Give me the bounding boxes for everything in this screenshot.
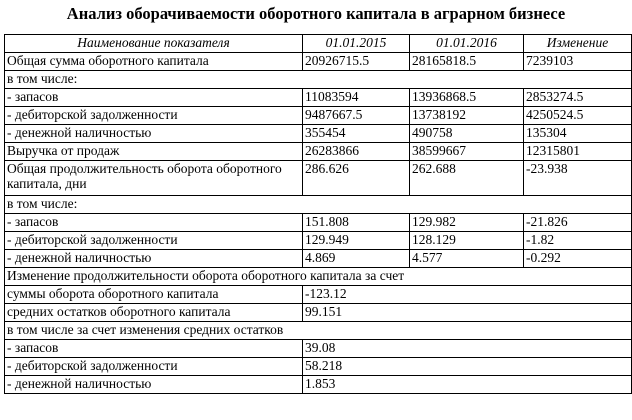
row-label: - денежной наличностью [5, 376, 303, 394]
row-value-2015: 4.869 [303, 250, 410, 268]
row-label: - запасов [5, 340, 303, 358]
row-value-2016: 4.577 [410, 250, 524, 268]
row-value-2015: 11083594 [303, 89, 410, 107]
header-indicator: Наименование показателя [5, 35, 303, 53]
row-value-2016: 13738192 [410, 107, 524, 125]
table-row [5, 340, 632, 358]
table-row [5, 196, 632, 214]
row-label: - дебиторской задолженности [5, 358, 303, 376]
row-value-2016: 490758 [410, 125, 524, 143]
table-row [5, 53, 632, 71]
table-row [5, 161, 632, 196]
table-row [5, 125, 632, 143]
row-value-2016: 13936868.5 [410, 89, 524, 107]
row-value-2015: 151.808 [303, 214, 410, 232]
row-label: в том числе: [5, 196, 632, 214]
row-value: 39.08 [303, 340, 632, 358]
table-row [5, 107, 632, 125]
table-row [5, 268, 632, 286]
row-label: - дебиторской задолженности [5, 107, 303, 125]
table-row [5, 376, 632, 394]
row-label: - запасов [5, 89, 303, 107]
header-2016: 01.01.2016 [410, 35, 524, 53]
header-row [5, 35, 632, 53]
row-value-2016: 128.129 [410, 232, 524, 250]
row-value-2015: 286.626 [303, 161, 410, 196]
row-value: 58.218 [303, 358, 632, 376]
table-row [5, 89, 632, 107]
row-value-2015: 9487667.5 [303, 107, 410, 125]
row-value-2015: 26283866 [303, 143, 410, 161]
row-value-change: -1.82 [524, 232, 632, 250]
row-label: Изменение продолжительности оборота оборотного капитала за счет [5, 268, 632, 286]
row-value-2015: 129.949 [303, 232, 410, 250]
row-label: - денежной наличностью [5, 250, 303, 268]
table-row [5, 143, 632, 161]
table-row [5, 358, 632, 376]
table-row [5, 232, 632, 250]
row-label: Общая сумма оборотного капитала [5, 53, 303, 71]
row-label: в том числе за счет изменения средних остатков [5, 322, 632, 340]
row-value-2016: 28165818.5 [410, 53, 524, 71]
row-label: - дебиторской задолженности [5, 232, 303, 250]
document-title: Анализ оборачиваемости оборотного капитала в аграрном бизнесе [66, 4, 566, 23]
row-value: -123.12 [303, 286, 632, 304]
row-value-change: -0.292 [524, 250, 632, 268]
table-row [5, 304, 632, 322]
row-value-2015: 355454 [303, 125, 410, 143]
table-row [5, 322, 632, 340]
row-label: Выручка от продаж [5, 143, 303, 161]
row-value: 1.853 [303, 376, 632, 394]
table-row [5, 214, 632, 232]
table-row [5, 250, 632, 268]
turnover-table [4, 34, 632, 394]
table-row [5, 286, 632, 304]
row-value-change: 7239103 [524, 53, 632, 71]
row-label: - денежной наличностью [5, 125, 303, 143]
table-row [5, 71, 632, 89]
row-value-change: 4250524.5 [524, 107, 632, 125]
row-value-change: 135304 [524, 125, 632, 143]
header-change: Изменение [524, 35, 632, 53]
row-label: - запасов [5, 214, 303, 232]
row-value-2015: 20926715.5 [303, 53, 410, 71]
row-value: 99.151 [303, 304, 632, 322]
row-value-change: 12315801 [524, 143, 632, 161]
row-value-2016: 38599667 [410, 143, 524, 161]
row-value-change: -21.826 [524, 214, 632, 232]
row-label: в том числе: [5, 71, 632, 89]
row-value-change: -23.938 [524, 161, 632, 196]
row-label: суммы оборота оборотного капитала [5, 286, 303, 304]
row-label: средних остатков оборотного капитала [5, 304, 303, 322]
header-2015: 01.01.2015 [303, 35, 410, 53]
row-value-change: 2853274.5 [524, 89, 632, 107]
row-value-2016: 129.982 [410, 214, 524, 232]
row-value-2016: 262.688 [410, 161, 524, 196]
row-label: Общая продолжительность оборота оборотного капитала, дни [5, 161, 303, 196]
